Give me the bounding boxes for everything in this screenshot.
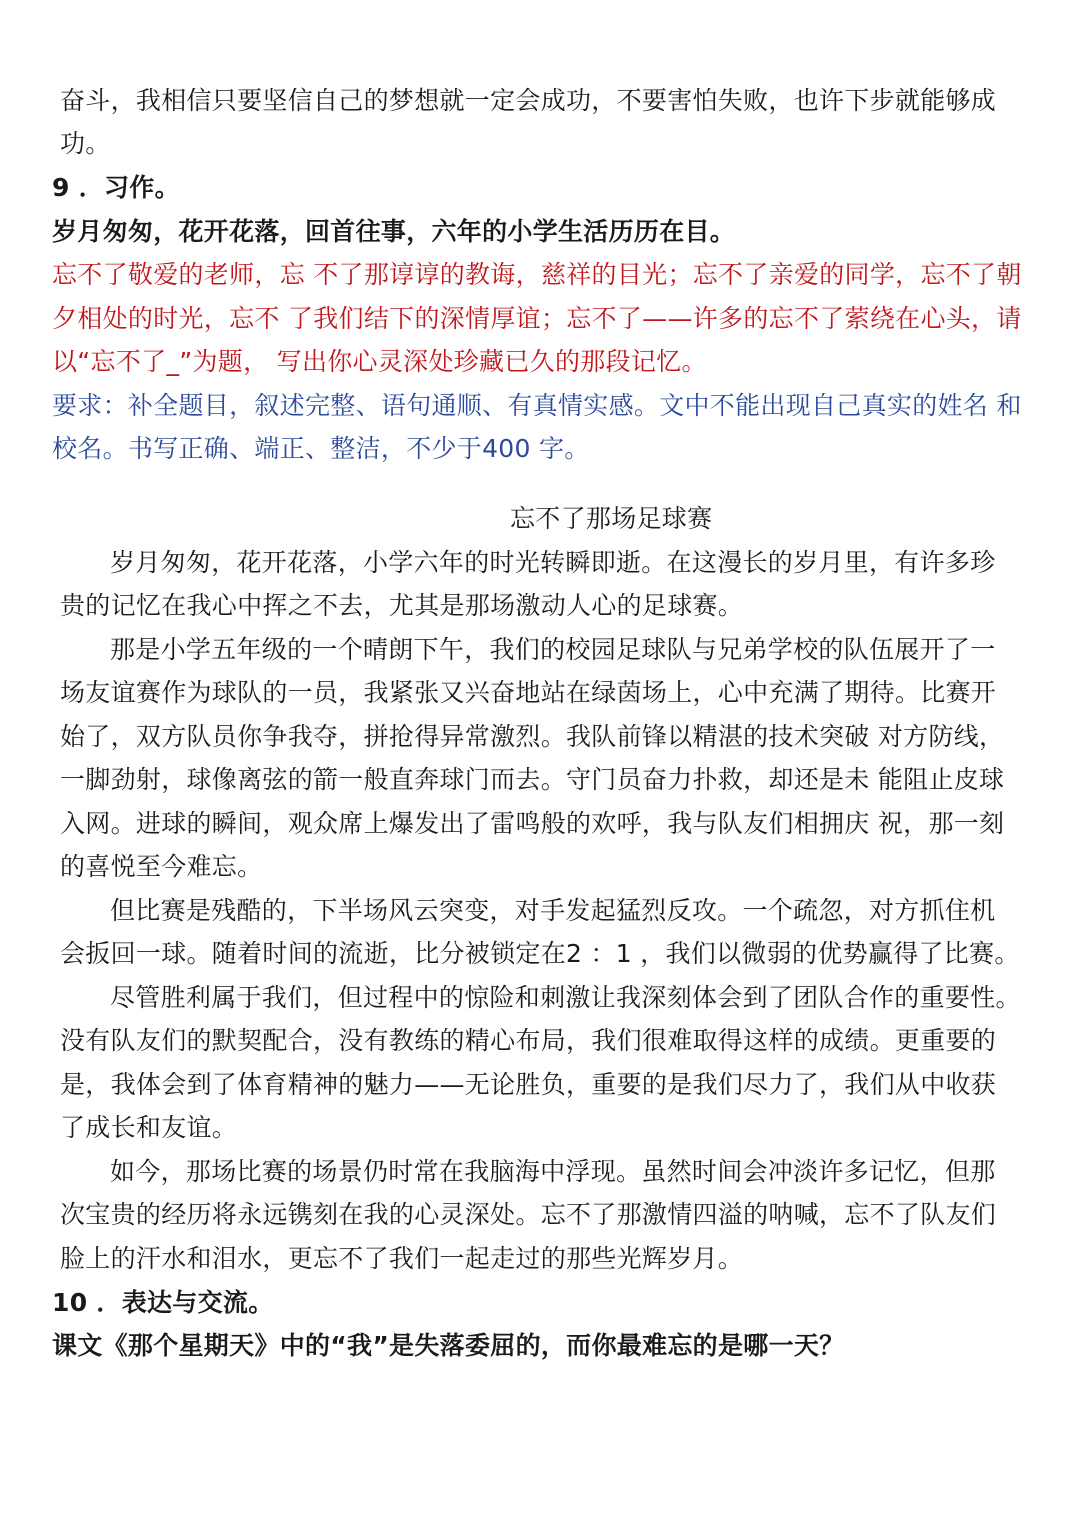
essay-text-line: 脸上的汗水和泪水，更忘不了我们一起走过的那些光辉岁月。 [60, 1244, 744, 1273]
essay-text-line: 尽管胜利属于我们，但过程中的惊险和刺激让我深刻体会到了团队合作的重要性。 [110, 983, 1021, 1012]
essay-text-line: 一脚劲射，球像离弦的箭一般直奔球门而去。守门员奋力扑救，却还是未 能阻止皮球 [60, 765, 1005, 794]
essay-text-line: 如今，那场比赛的场景仍时常在我脑海中浮现。虽然时间会冲淡许多记忆，但那 [110, 1157, 996, 1186]
prompt-line: 忘不了敬爱的老师，忘 不了那谆谆的教诲，慈祥的目光；忘不了亲爱的同学，忘不了朝 [52, 260, 1022, 289]
prompt-line: 以“忘不了_”为题， 写出你心灵深处珍藏已久的那段记忆。 [52, 347, 707, 376]
essay-text-line: 了成长和友谊。 [60, 1113, 238, 1142]
essay-text-line: 岁月匆匆，花开花落，小学六年的时光转瞬即逝。在这漫长的岁月里，有许多珍 [110, 548, 996, 577]
question-heading: 9 ．习作。 [52, 173, 180, 202]
essay-text-line: 会扳回一球。随着时间的流逝，比分被锁定在2 ：1 ，我们以微弱的优势赢得了比赛。 [60, 939, 1020, 968]
question-text: 课文《那个星期天》中的“我”是失落委屈的，而你最难忘的是哪一天？ [52, 1331, 845, 1360]
essay-text-line: 次宝贵的经历将永远镌刻在我的心灵深处。忘不了那激情四溢的呐喊，忘不了队友们 [60, 1200, 997, 1229]
essay-text-line: 场友谊赛作为球队的一员，我紧张又兴奋地站在绿茵场上，心中充满了期待。比赛开 [60, 678, 997, 707]
requirement-line: 要求：补全题目，叙述完整、语句通顺、有真情实感。文中不能出现自己真实的姓名 和 [52, 391, 1022, 420]
essay-text-line: 奋斗，我相信只要坚信自己的梦想就一定会成功，不要害怕失败，也许下步就能够成 [60, 86, 997, 115]
essay-text-line: 没有队友们的默契配合，没有教练的精心布局，我们很难取得这样的成绩。更重要的 [60, 1026, 997, 1055]
essay-text-line: 入网。进球的瞬间，观众席上爆发出了雷鸣般的欢呼，我与队友们相拥庆 祝，那一刻 [60, 809, 1005, 838]
question-heading: 10 ．表达与交流。 [52, 1288, 274, 1317]
essay-text-line: 始了，双方队员你争我夺，拼抢得异常激烈。我队前锋以精湛的技术突破 对方防线， [60, 722, 1005, 751]
essay-text-line: 的喜悦至今难忘。 [60, 852, 263, 881]
essay-text-line: 但比赛是残酷的，下半场风云突变，对手发起猛烈反攻。一个疏忽，对方抓住机 [110, 896, 996, 925]
prompt-line: 夕相处的时光，忘不 了我们结下的深情厚谊；忘不了——许多的忘不了萦绕在心头，请 [52, 304, 1022, 333]
essay-text-line: 功。 [60, 129, 111, 158]
essay-text-line: 是，我体会到了体育精神的魅力——无论胜负，重要的是我们尽力了，我们从中收获 [60, 1070, 997, 1099]
essay-text-line: 那是小学五年级的一个晴朗下午，我们的校园足球队与兄弟学校的队伍展开了一 [110, 635, 996, 664]
essay-title: 忘不了那场足球赛 [510, 504, 713, 533]
question-intro: 岁月匆匆，花开花落，回首往事，六年的小学生活历历在目。 [52, 217, 736, 246]
essay-text-line: 贵的记忆在我心中挥之不去，尤其是那场激动人心的足球赛。 [60, 591, 744, 620]
requirement-line: 校名。书写正确、端正、整洁，不少于400 字。 [52, 434, 590, 463]
